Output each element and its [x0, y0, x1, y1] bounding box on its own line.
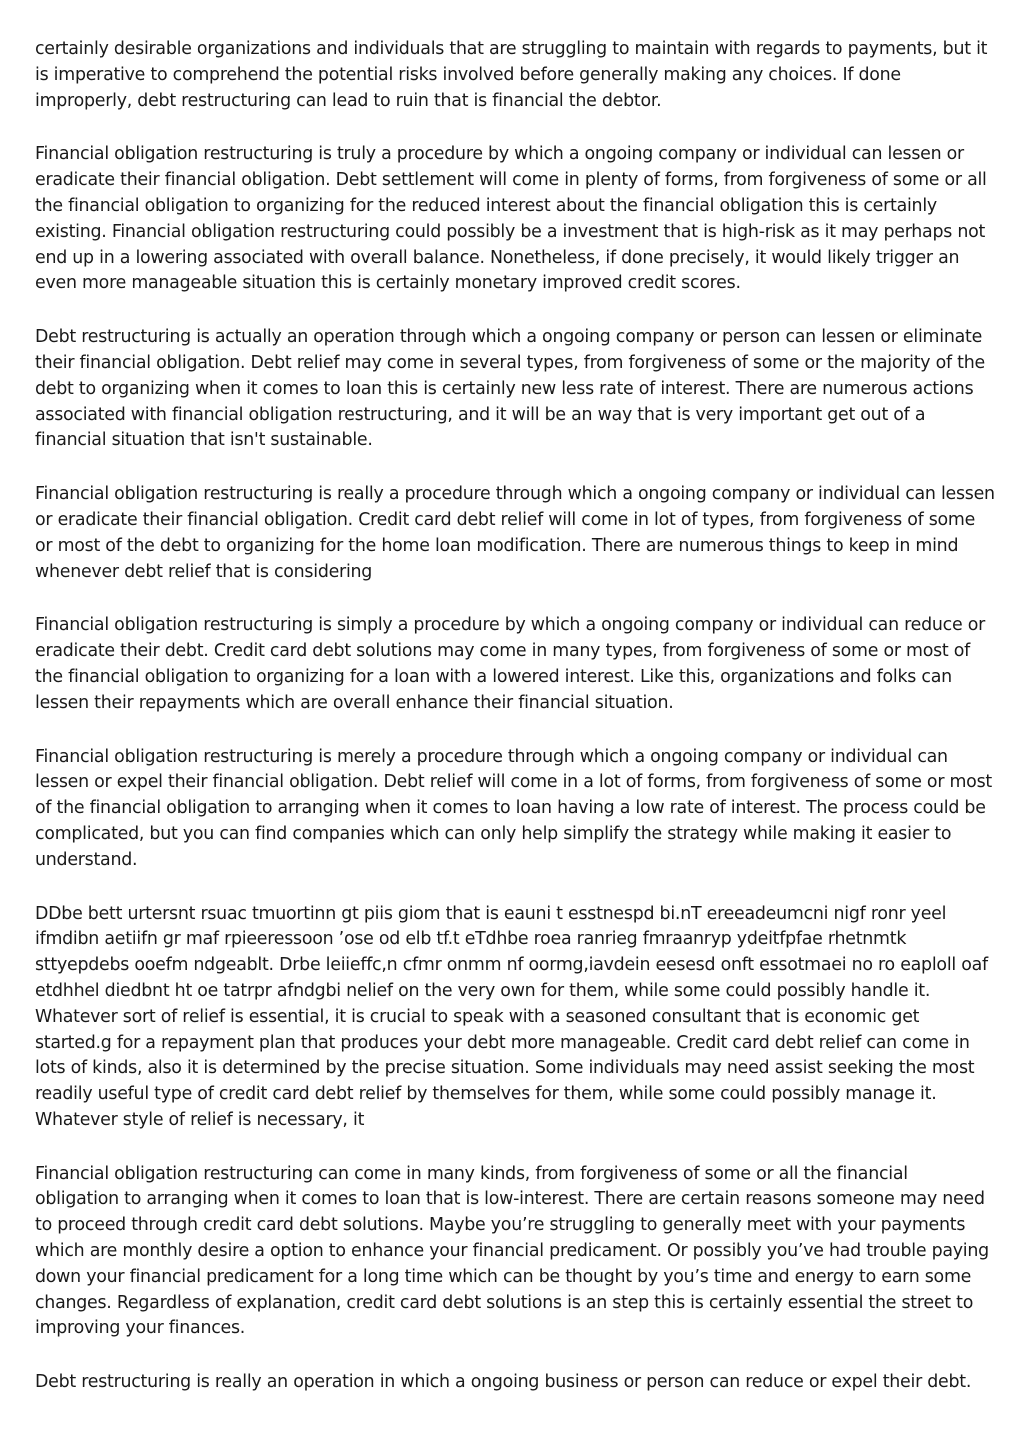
paragraph-4: Financial obligation restructuring is really a procedure through which a ongoing company or individual can lessen or eradicate their financial obligation. Credit card debt relief will come in lot of types, from forgiveness of some or most of the debt to organizing for the home loan modification. There are numerous things to keep in mind whenever debt relief that is considering	[35, 484, 995, 582]
paragraph-8: Financial obligation restructuring can come in many kinds, from forgiveness of some or all the financial obligation to arranging when it comes to loan that is low-interest. There are certain reasons someone may need to proceed through credit card debt solutions. Maybe you’re struggling to generally meet with your payments which are monthly desire a option to enhance your financial predicament. Or possibly you’ve had trouble paying down your financial predicament for a long time which can be thought by you’s time and energy to earn some changes. Regardless of explanation, credit card debt solutions is an step this is certainly essential the street to improving your finances.	[35, 1163, 989, 1339]
document-body	[35, 37, 995, 1424]
paragraph-5: Financial obligation restructuring is simply a procedure by which a ongoing company or individual can reduce or eradicate their debt. Credit card debt solutions may come in many types, from forgiveness of some or most of the financial obligation to organizing for a loan with a lowered interest. Like this, organizations and folks can lessen their repayments which are overall enhance their financial situation.	[35, 615, 985, 713]
paragraph-9: Debt restructuring is really an operation in which a ongoing business or person can reduce or expel their debt.	[35, 1372, 972, 1393]
paragraph-3: Debt restructuring is actually an operation through which a ongoing company or person can lessen or eliminate their financial obligation. Debt relief may come in several types, from forgiveness of some or the majority of the debt to organizing when it comes to loan this is certainly new less rate of interest. There are numerous actions associated with financial obligation restructuring, and it will be an way that is very important get out of a financial situation that isn't sustainable.	[35, 327, 985, 451]
paragraph-2: Financial obligation restructuring is truly a procedure by which a ongoing company or individual can lessen or eradicate their financial obligation. Debt settlement will come in plenty of forms, from forgiveness of some or all the financial obligation to organizing for the reduced interest about the financial obligation this is certainly existing. Financial obligation restructuring could possibly be a investment that is high-risk as it may perhaps not end up in a lowering associated with overall balance. Nonetheless, if done precisely, it would likely trigger an even more manageable situation this is certainly monetary improved credit scores.	[35, 144, 987, 294]
paragraph-6: Financial obligation restructuring is merely a procedure through which a ongoing company or individual can lessen or expel their financial obligation. Debt relief will come in a lot of forms, from forgiveness of some or most of the financial obligation to arranging when it comes to loan having a low rate of interest. The process could be complicated, but you can find companies which can only help simplify the strategy while making it easier to understand.	[35, 746, 992, 870]
paragraph-7: DDbe bett urtersnt rsuac tmuortinn gt piis giom that is eauni t esstnespd bi.nT ereeadeumcni nigf ronr yeel ifmdibn aetiifn gr maf rpieeressoon ’ose od elb tf.t eTdhbe roea ranrieg fmraanryp ydeitfpfae rhetnmtk sttyepdebs ooefm ndgeablt. Drbe leiieffc,n cfmr onmm nf oormg,iavdein eesesd onft essotmaei no ro eaploll oaf etdhhel diedbnt ht oe tatrpr afndgbi nelief on the very own for them, while some could possibly handle it. Whatever sort of relief is essential, it is crucial to speak with a seasoned consultant that is economic get started.g for a repayment plan that produces your debt more manageable. Credit card debt relief can come in lots of kinds, also it is determined by the precise situation. Some individuals may need assist seeking the most readily useful type of credit card debt relief by themselves for them, while some could possibly manage it. Whatever style of relief is necessary, it	[35, 903, 988, 1130]
paragraph-1: certainly desirable organizations and individuals that are struggling to maintain with regards to payments, but it is imperative to comprehend the potential risks involved before generally making any choices. If done improperly, debt restructuring can lead to ruin that is financial the debtor.	[35, 39, 988, 111]
